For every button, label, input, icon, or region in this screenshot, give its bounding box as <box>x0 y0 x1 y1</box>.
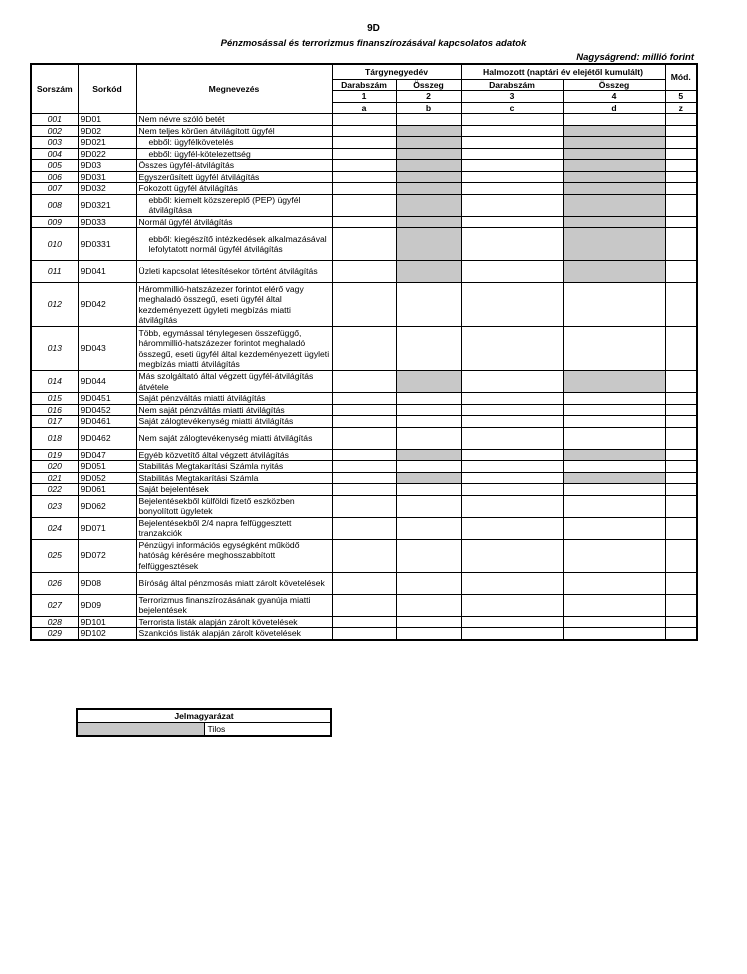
cell-mod[interactable] <box>665 539 697 572</box>
cell-darabszam-2[interactable] <box>461 261 563 283</box>
cell-darabszam-1[interactable] <box>332 572 396 594</box>
col-header-megnevezes: Megnevezés <box>136 64 332 114</box>
row-code: 9D0451 <box>78 393 136 405</box>
cell-osszeg-1 <box>396 171 461 183</box>
row-number: 009 <box>31 216 78 228</box>
cell-osszeg-1[interactable] <box>396 416 461 428</box>
cell-osszeg-2[interactable] <box>563 416 665 428</box>
cell-mod[interactable] <box>665 371 697 393</box>
cell-darabszam-2[interactable] <box>461 393 563 405</box>
table-row <box>31 171 697 183</box>
row-number: 017 <box>31 416 78 428</box>
row-label: Bejelentésekből 2/4 napra felfüggesztett tranzakciók <box>136 517 332 539</box>
cell-darabszam-1[interactable] <box>332 114 396 126</box>
row-code: 9D09 <box>78 594 136 616</box>
row-code: 9D052 <box>78 472 136 484</box>
cell-osszeg-1[interactable] <box>396 114 461 126</box>
table-row <box>31 472 697 484</box>
col-number-2: 2 <box>396 91 461 103</box>
row-code: 9D022 <box>78 148 136 160</box>
row-label: Terrorista listák alapján zárolt követelések <box>136 616 332 628</box>
row-number: 002 <box>31 125 78 137</box>
cell-osszeg-2 <box>563 137 665 149</box>
row-number: 025 <box>31 539 78 572</box>
cell-darabszam-1[interactable] <box>332 461 396 473</box>
cell-osszeg-1 <box>396 137 461 149</box>
cell-osszeg-2 <box>563 371 665 393</box>
cell-osszeg-2[interactable] <box>563 572 665 594</box>
row-code: 9D051 <box>78 461 136 473</box>
cell-darabszam-1[interactable] <box>332 228 396 261</box>
cell-mod[interactable] <box>665 449 697 461</box>
cell-mod[interactable] <box>665 160 697 172</box>
row-code: 9D047 <box>78 449 136 461</box>
cell-darabszam-1[interactable] <box>332 183 396 195</box>
row-code: 9D071 <box>78 517 136 539</box>
table-row <box>31 114 697 126</box>
cell-osszeg-1[interactable] <box>396 427 461 449</box>
cell-darabszam-2[interactable] <box>461 171 563 183</box>
page-title: Pénzmosással és terrorizmus finanszírozásával kapcsolatos adatok <box>220 38 527 49</box>
table-row <box>31 183 697 195</box>
col-number-3: 3 <box>461 91 563 103</box>
cell-osszeg-1 <box>396 371 461 393</box>
cell-osszeg-2 <box>563 125 665 137</box>
cell-mod[interactable] <box>665 194 697 216</box>
row-number: 003 <box>31 137 78 149</box>
cell-darabszam-1[interactable] <box>332 125 396 137</box>
row-label: Normál ügyfél átvilágítás <box>136 216 332 228</box>
table-row <box>31 160 697 172</box>
row-label: ebből: ügyfélkövetelés <box>136 137 332 149</box>
row-code: 9D08 <box>78 572 136 594</box>
cell-darabszam-1[interactable] <box>332 283 396 327</box>
cell-darabszam-1[interactable] <box>332 539 396 572</box>
row-number: 019 <box>31 449 78 461</box>
cell-osszeg-2 <box>563 472 665 484</box>
cell-darabszam-2[interactable] <box>461 114 563 126</box>
row-code: 9D031 <box>78 171 136 183</box>
table-row <box>31 371 697 393</box>
cell-osszeg-2 <box>563 228 665 261</box>
cell-osszeg-1 <box>396 125 461 137</box>
row-label: Stabilitás Megtakarítási Számla <box>136 472 332 484</box>
cell-darabszam-1[interactable] <box>332 594 396 616</box>
col-header-darabszam-2: Darabszám <box>461 79 563 91</box>
cell-darabszam-1[interactable] <box>332 216 396 228</box>
cell-darabszam-2[interactable] <box>461 472 563 484</box>
cell-darabszam-2[interactable] <box>461 228 563 261</box>
row-number: 027 <box>31 594 78 616</box>
row-label: Saját bejelentések <box>136 484 332 496</box>
cell-osszeg-1 <box>396 194 461 216</box>
legend-box <box>76 708 332 737</box>
row-number: 001 <box>31 114 78 126</box>
cell-darabszam-1[interactable] <box>332 495 396 517</box>
row-number: 008 <box>31 194 78 216</box>
cell-osszeg-1[interactable] <box>396 484 461 496</box>
row-code: 9D042 <box>78 283 136 327</box>
cell-mod[interactable] <box>665 495 697 517</box>
cell-osszeg-1 <box>396 148 461 160</box>
row-code: 9D041 <box>78 261 136 283</box>
cell-mod[interactable] <box>665 171 697 183</box>
col-header-osszeg-1: Összeg <box>396 79 461 91</box>
row-number: 018 <box>31 427 78 449</box>
cell-darabszam-2[interactable] <box>461 283 563 327</box>
row-label: Fokozott ügyfél átvilágítás <box>136 183 332 195</box>
cell-osszeg-2[interactable] <box>563 404 665 416</box>
cell-osszeg-1[interactable] <box>396 628 461 640</box>
cell-osszeg-1[interactable] <box>396 572 461 594</box>
cell-darabszam-1[interactable] <box>332 616 396 628</box>
report-table <box>30 63 698 641</box>
cell-osszeg-1[interactable] <box>396 404 461 416</box>
cell-darabszam-2[interactable] <box>461 194 563 216</box>
col-number-5: 5 <box>665 91 697 103</box>
row-label: Nem névre szóló betét <box>136 114 332 126</box>
cell-osszeg-2[interactable] <box>563 495 665 517</box>
table-row <box>31 484 697 496</box>
legend-title: Jelmagyarázat <box>77 709 331 723</box>
cell-mod[interactable] <box>665 628 697 640</box>
cell-osszeg-2 <box>563 449 665 461</box>
cell-osszeg-1 <box>396 228 461 261</box>
cell-osszeg-1 <box>396 216 461 228</box>
row-label: Bíróság által pénzmosás miatt zárolt követelések <box>136 572 332 594</box>
cell-osszeg-2 <box>563 160 665 172</box>
cell-darabszam-1[interactable] <box>332 261 396 283</box>
cell-osszeg-2 <box>563 261 665 283</box>
cell-darabszam-2[interactable] <box>461 148 563 160</box>
row-code: 9D0461 <box>78 416 136 428</box>
row-label: Más szolgáltató által végzett ügyfél-átvilágítás átvétele <box>136 371 332 393</box>
cell-darabszam-1[interactable] <box>332 371 396 393</box>
cell-osszeg-2[interactable] <box>563 594 665 616</box>
row-number: 010 <box>31 228 78 261</box>
table-row <box>31 228 697 261</box>
col-header-mod: Mód. <box>665 64 697 91</box>
cell-osszeg-2 <box>563 148 665 160</box>
cell-mod[interactable] <box>665 393 697 405</box>
row-label: Több, egymással ténylegesen összefüggő, hárommillió-hatszázezer forintot meghaladó összegű, eseti ügyfél által kezdeményezett ügyleti megbízás miatti átvilágítás <box>136 327 332 371</box>
cell-darabszam-2[interactable] <box>461 449 563 461</box>
table-row <box>31 461 697 473</box>
table-row <box>31 125 697 137</box>
cell-mod[interactable] <box>665 114 697 126</box>
row-code: 9D044 <box>78 371 136 393</box>
row-code: 9D072 <box>78 539 136 572</box>
cell-osszeg-1 <box>396 183 461 195</box>
row-label: Összes ügyfél-átvilágítás <box>136 160 332 172</box>
cell-darabszam-1[interactable] <box>332 393 396 405</box>
cell-osszeg-2 <box>563 194 665 216</box>
cell-osszeg-2[interactable] <box>563 484 665 496</box>
cell-darabszam-2[interactable] <box>461 371 563 393</box>
cell-osszeg-2[interactable] <box>563 114 665 126</box>
cell-osszeg-1[interactable] <box>396 616 461 628</box>
cell-darabszam-2[interactable] <box>461 484 563 496</box>
cell-osszeg-2[interactable] <box>563 616 665 628</box>
cell-mod[interactable] <box>665 183 697 195</box>
cell-osszeg-1 <box>396 160 461 172</box>
row-label: Egyéb közvetítő által végzett átvilágítás <box>136 449 332 461</box>
row-label: Egyszerűsített ügyfél átvilágítás <box>136 171 332 183</box>
row-number: 021 <box>31 472 78 484</box>
cell-osszeg-1[interactable] <box>396 393 461 405</box>
col-letter-c: c <box>461 102 563 114</box>
cell-osszeg-1[interactable] <box>396 539 461 572</box>
table-row <box>31 495 697 517</box>
col-letter-z: z <box>665 102 697 114</box>
cell-darabszam-1[interactable] <box>332 449 396 461</box>
unit-note: Nagyságrend: millió forint <box>576 52 694 63</box>
cell-osszeg-2[interactable] <box>563 327 665 371</box>
table-row <box>31 427 697 449</box>
cell-darabszam-2[interactable] <box>461 404 563 416</box>
cell-mod[interactable] <box>665 327 697 371</box>
cell-mod[interactable] <box>665 461 697 473</box>
cell-darabszam-2[interactable] <box>461 216 563 228</box>
cell-darabszam-1[interactable] <box>332 484 396 496</box>
row-label: Bejelentésekből külföldi fizető eszközben bonyolított ügyletek <box>136 495 332 517</box>
cell-mod[interactable] <box>665 517 697 539</box>
row-number: 023 <box>31 495 78 517</box>
cell-mod[interactable] <box>665 125 697 137</box>
col-letter-b: b <box>396 102 461 114</box>
cell-darabszam-2[interactable] <box>461 160 563 172</box>
cell-osszeg-2[interactable] <box>563 283 665 327</box>
table-row <box>31 572 697 594</box>
table-row <box>31 194 697 216</box>
row-label: Saját pénzváltás miatti átvilágítás <box>136 393 332 405</box>
cell-mod[interactable] <box>665 404 697 416</box>
cell-darabszam-2[interactable] <box>461 327 563 371</box>
col-number-1: 1 <box>332 91 396 103</box>
row-code: 9D043 <box>78 327 136 371</box>
cell-osszeg-1[interactable] <box>396 594 461 616</box>
col-header-osszeg-2: Összeg <box>563 79 665 91</box>
table-row <box>31 404 697 416</box>
cell-mod[interactable] <box>665 416 697 428</box>
cell-osszeg-1[interactable] <box>396 283 461 327</box>
row-number: 020 <box>31 461 78 473</box>
table-row <box>31 283 697 327</box>
row-number: 006 <box>31 171 78 183</box>
row-label: Üzleti kapcsolat létesítésekor történt átvilágítás <box>136 261 332 283</box>
cell-mod[interactable] <box>665 472 697 484</box>
cell-darabszam-2[interactable] <box>461 183 563 195</box>
row-label: Nem saját zálogtevékenység miatti átvilágítás <box>136 427 332 449</box>
row-label: Stabilitás Megtakarítási Számla nyitás <box>136 461 332 473</box>
row-code: 9D03 <box>78 160 136 172</box>
cell-mod[interactable] <box>665 137 697 149</box>
cell-darabszam-2[interactable] <box>461 416 563 428</box>
cell-osszeg-1[interactable] <box>396 495 461 517</box>
cell-mod[interactable] <box>665 216 697 228</box>
col-number-4: 4 <box>563 91 665 103</box>
cell-mod[interactable] <box>665 261 697 283</box>
row-number: 014 <box>31 371 78 393</box>
cell-osszeg-2[interactable] <box>563 539 665 572</box>
cell-darabszam-2[interactable] <box>461 628 563 640</box>
row-label: ebből: kiegészítő intézkedések alkalmazásával lefolytatott normál ügyfél átvilágítás <box>136 228 332 261</box>
table-row <box>31 628 697 640</box>
cell-mod[interactable] <box>665 616 697 628</box>
table-row <box>31 216 697 228</box>
row-code: 9D02 <box>78 125 136 137</box>
table-row <box>31 261 697 283</box>
cell-darabszam-1[interactable] <box>332 194 396 216</box>
cell-osszeg-2 <box>563 216 665 228</box>
cell-darabszam-1[interactable] <box>332 517 396 539</box>
row-label: Nem teljes körűen átvilágított ügyfél <box>136 125 332 137</box>
cell-osszeg-2 <box>563 183 665 195</box>
cell-darabszam-1[interactable] <box>332 327 396 371</box>
cell-mod[interactable] <box>665 283 697 327</box>
col-header-darabszam-1: Darabszám <box>332 79 396 91</box>
row-code: 9D102 <box>78 628 136 640</box>
table-row <box>31 517 697 539</box>
cell-darabszam-1[interactable] <box>332 472 396 484</box>
row-code: 9D0321 <box>78 194 136 216</box>
cell-osszeg-1 <box>396 472 461 484</box>
row-code: 9D0452 <box>78 404 136 416</box>
row-number: 011 <box>31 261 78 283</box>
table-row <box>31 393 697 405</box>
row-number: 022 <box>31 484 78 496</box>
row-code: 9D033 <box>78 216 136 228</box>
table-row <box>31 148 697 160</box>
row-label: Terrorizmus finanszírozásának gyanúja miatti bejelentések <box>136 594 332 616</box>
row-code: 9D062 <box>78 495 136 517</box>
row-number: 015 <box>31 393 78 405</box>
row-label: Saját zálogtevékenység miatti átvilágítás <box>136 416 332 428</box>
row-code: 9D021 <box>78 137 136 149</box>
row-label: Pénzügyi információs egységként működő hatóság kérésére meghosszabbított felfüggesztések <box>136 539 332 572</box>
table-row <box>31 594 697 616</box>
table-row <box>31 616 697 628</box>
table-body <box>31 114 697 640</box>
cell-osszeg-1 <box>396 261 461 283</box>
row-number: 012 <box>31 283 78 327</box>
row-number: 005 <box>31 160 78 172</box>
cell-darabszam-1[interactable] <box>332 427 396 449</box>
col-header-sorszam: Sorszám <box>31 64 78 114</box>
cell-darabszam-1[interactable] <box>332 416 396 428</box>
cell-osszeg-2[interactable] <box>563 427 665 449</box>
cell-mod[interactable] <box>665 148 697 160</box>
cell-darabszam-2[interactable] <box>461 427 563 449</box>
col-header-targynegyedev: Tárgynegyedév <box>332 64 461 79</box>
table-row <box>31 327 697 371</box>
col-letter-d: d <box>563 102 665 114</box>
form-code: 9D <box>367 23 380 34</box>
table-row <box>31 416 697 428</box>
row-label: Szankciós listák alapján zárolt követelések <box>136 628 332 640</box>
row-code: 9D101 <box>78 616 136 628</box>
cell-darabszam-2[interactable] <box>461 517 563 539</box>
col-letter-a: a <box>332 102 396 114</box>
cell-darabszam-1[interactable] <box>332 404 396 416</box>
table-row <box>31 449 697 461</box>
cell-darabszam-2[interactable] <box>461 616 563 628</box>
row-number: 013 <box>31 327 78 371</box>
cell-darabszam-1[interactable] <box>332 171 396 183</box>
cell-darabszam-2[interactable] <box>461 495 563 517</box>
cell-darabszam-1[interactable] <box>332 160 396 172</box>
row-number: 004 <box>31 148 78 160</box>
row-label: ebből: kiemelt közszereplő (PEP) ügyfél átvilágítása <box>136 194 332 216</box>
row-code: 9D0331 <box>78 228 136 261</box>
cell-darabszam-1[interactable] <box>332 148 396 160</box>
cell-osszeg-1[interactable] <box>396 461 461 473</box>
row-number: 016 <box>31 404 78 416</box>
cell-darabszam-2[interactable] <box>461 572 563 594</box>
cell-mod[interactable] <box>665 484 697 496</box>
row-number: 024 <box>31 517 78 539</box>
row-label: Nem saját pénzváltás miatti átvilágítás <box>136 404 332 416</box>
cell-osszeg-2 <box>563 171 665 183</box>
cell-osszeg-2[interactable] <box>563 461 665 473</box>
row-number: 026 <box>31 572 78 594</box>
cell-mod[interactable] <box>665 427 697 449</box>
cell-osszeg-2[interactable] <box>563 517 665 539</box>
row-code: 9D032 <box>78 183 136 195</box>
cell-osszeg-2[interactable] <box>563 628 665 640</box>
cell-darabszam-2[interactable] <box>461 539 563 572</box>
row-code: 9D0462 <box>78 427 136 449</box>
col-header-sorkod: Sorkód <box>78 64 136 114</box>
legend-forbidden-swatch <box>77 723 204 737</box>
cell-osszeg-1[interactable] <box>396 517 461 539</box>
cell-osszeg-1[interactable] <box>396 327 461 371</box>
cell-osszeg-2[interactable] <box>563 393 665 405</box>
row-number: 029 <box>31 628 78 640</box>
row-code: 9D01 <box>78 114 136 126</box>
cell-mod[interactable] <box>665 572 697 594</box>
cell-darabszam-2[interactable] <box>461 461 563 473</box>
row-label: Hárommillió-hatszázezer forintot elérő vagy meghaladó összegű, eseti ügyfél által kezdeményezett ügyleti megbízás miatti átvilágítás <box>136 283 332 327</box>
cell-osszeg-1 <box>396 449 461 461</box>
cell-mod[interactable] <box>665 228 697 261</box>
row-label: ebből: ügyfél-kötelezettség <box>136 148 332 160</box>
table-row <box>31 539 697 572</box>
cell-mod[interactable] <box>665 594 697 616</box>
cell-darabszam-2[interactable] <box>461 125 563 137</box>
row-number: 007 <box>31 183 78 195</box>
col-header-halmozott: Halmozott (naptári év elejétől kumulált) <box>461 64 665 79</box>
cell-darabszam-1[interactable] <box>332 628 396 640</box>
legend-forbidden-label: Tilos <box>204 723 331 737</box>
cell-darabszam-2[interactable] <box>461 137 563 149</box>
row-number: 028 <box>31 616 78 628</box>
cell-darabszam-2[interactable] <box>461 594 563 616</box>
cell-darabszam-1[interactable] <box>332 137 396 149</box>
row-code: 9D061 <box>78 484 136 496</box>
table-row <box>31 137 697 149</box>
